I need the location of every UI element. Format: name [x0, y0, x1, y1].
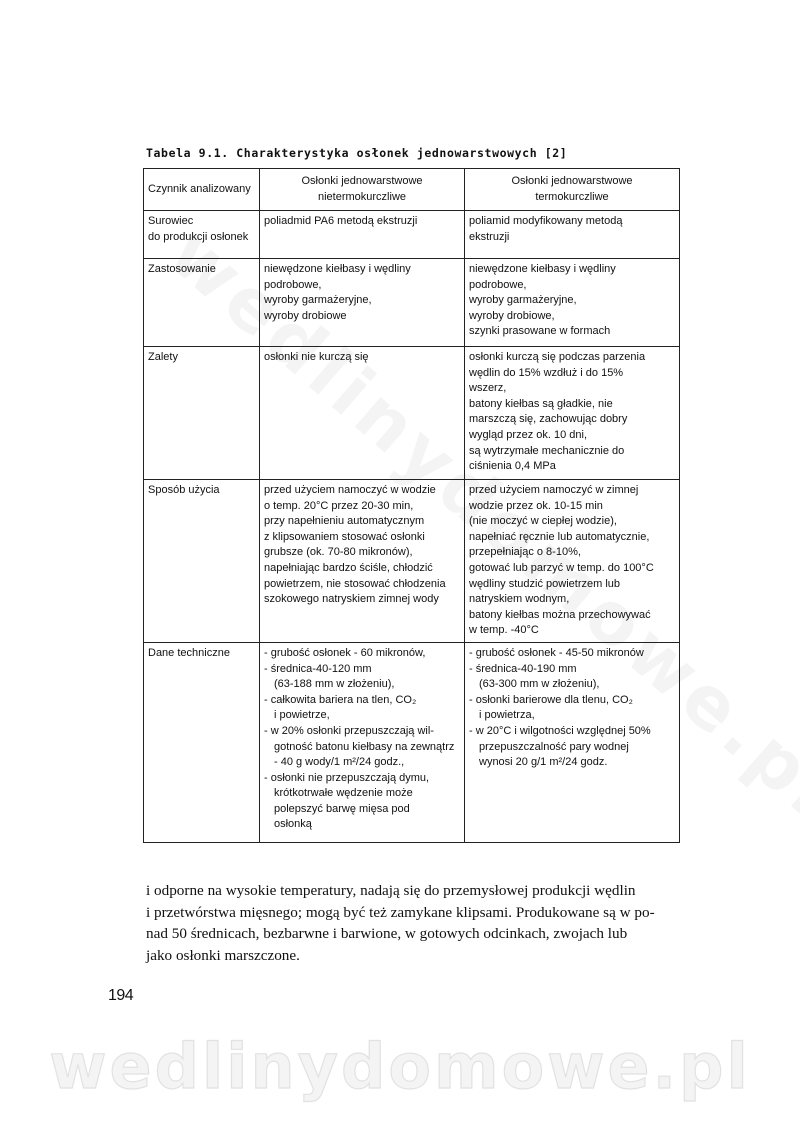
page-number: 194 — [108, 987, 134, 1004]
row-shrink-cell: przed użyciem namoczyć w zimnej wodzie przez ok. 10-15 min (nie moczyć w ciepłej wodzie), napełniać ręcznie lub automatycznie, przepełniając o 8-10%, gotować lub parzyć w temp. do 100°C wędliny studzić powietrzem lub natryskiem wodnym, batony kiełbas można przechowywać w temp. -40°C — [465, 480, 680, 643]
bottom-watermark: wedlinydomowe.pl — [49, 1030, 751, 1103]
row-non-shrink-cell: przed użyciem namoczyć w wodzie o temp. 20°C przez 20-30 min, przy napełnieniu automatycznym z klipsowaniem stosować osłonki grubsze (ok. 70-80 mikronów), napełniając bardzo ściśle, chłodzić powietrzem, nie stosować chłodzenia szokowego natryskiem zimnej wody — [260, 480, 465, 643]
row-factor: Surowiec do produkcji osłonek — [144, 211, 260, 259]
body-paragraph: i odporne na wysokie temperatury, nadają się do przemysłowej produkcji wędlin i przetwórstwa mięsnego; mogą być też zamykane klipsami. Produkowane są w po- nad 50 średnicach, bezbarwne i barwione, w gotowych odcinkach, zwojach lub jako osłonki marszczone. — [146, 882, 655, 964]
row-factor: Dane techniczne — [144, 642, 260, 842]
row-non-shrink-cell: - grubość osłonek - 60 mikronów, - średnica-40-120 mm (63-188 mm w złożeniu), - całkowita bariera na tlen, CO₂ i powietrze, - w 20% osłonki przepuszczają wil- gotność batonu kiełbasy na zewnątrz - 40 g wody/1 m²/24 godz., - osłonki nie przepuszczają dymu, krótkotrwałe wędzenie może polepszyć barwę mięsa pod osłonką — [260, 642, 465, 842]
header-factor: Czynnik analizowany — [144, 169, 260, 211]
header-non-shrink: Osłonki jednowarstwowe nietermokurczliwe — [260, 169, 465, 211]
row-non-shrink-cell: osłonki nie kurczą się — [260, 347, 465, 480]
row-non-shrink-cell: poliadmid PA6 metodą ekstruzji — [260, 211, 465, 259]
row-factor: Zastosowanie — [144, 259, 260, 347]
table-row — [144, 642, 680, 842]
table-caption: Tabela 9.1. Charakterystyka osłonek jednowarstwowych [2] — [146, 146, 568, 160]
row-factor: Sposób użycia — [144, 480, 260, 643]
header-shrink: Osłonki jednowarstwowe termokurczliwe — [465, 169, 680, 211]
row-factor: Zalety — [144, 347, 260, 480]
table-row — [144, 259, 680, 347]
table-row — [144, 347, 680, 480]
row-shrink-cell: niewędzone kiełbasy i wędliny podrobowe, wyroby garmażeryjne, wyroby drobiowe, szynki prasowane w formach — [465, 259, 680, 347]
casings-table — [143, 168, 680, 843]
row-shrink-cell: - grubość osłonek - 45-50 mikronów - średnica-40-190 mm (63-300 mm w złożeniu), - osłonki barierowe dla tlenu, CO₂ i powietrza, - w 20°C i wilgotności względnej 50% przepuszczalność pary wodnej wynosi 20 g/1 m²/24 godz. — [465, 642, 680, 842]
table-row — [144, 480, 680, 643]
table-header-row — [144, 169, 680, 211]
table-row — [144, 211, 680, 259]
row-shrink-cell: poliamid modyfikowany metodą ekstruzji — [465, 211, 680, 259]
row-non-shrink-cell: niewędzone kiełbasy i wędliny podrobowe, wyroby garmażeryjne, wyroby drobiowe — [260, 259, 465, 347]
row-shrink-cell: osłonki kurczą się podczas parzenia wędlin do 15% wzdłuż i do 15% wszerz, batony kiełbas są gładkie, nie marszczą się, zachowując dobry wygląd przez ok. 10 dni, są wytrzymałe mechanicznie do ciśnienia 0,4 MPa — [465, 347, 680, 480]
